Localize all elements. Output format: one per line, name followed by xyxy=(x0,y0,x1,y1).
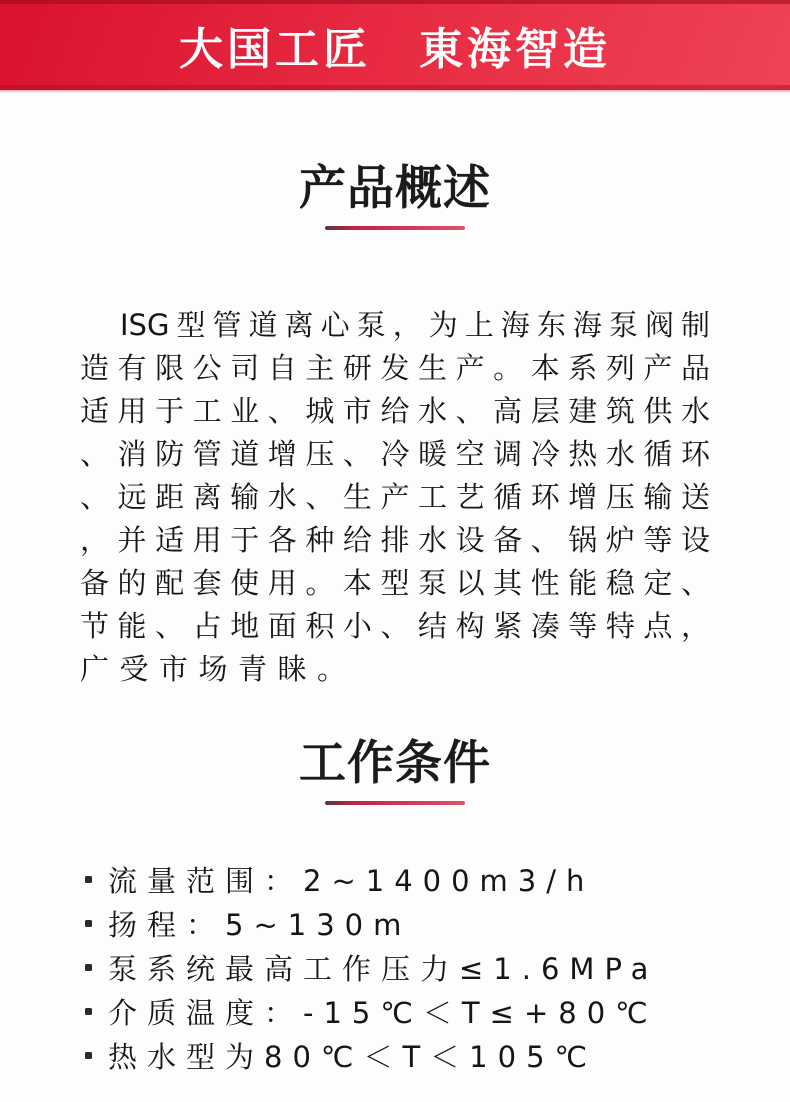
overview-line: 节能、占地面积小、结构紧凑等特点， xyxy=(80,609,710,643)
condition-text: 介质温度：-15℃＜T≤+80℃ xyxy=(108,995,658,1030)
overview-line: ，并适用于各种给排水设备、锅炉等设 xyxy=(80,523,710,557)
section-working-conditions xyxy=(0,691,790,1077)
bullet-dot xyxy=(85,1008,92,1015)
conditions-list xyxy=(85,857,790,1077)
section-overview xyxy=(0,93,790,691)
overview-line: 广受市场青睐。 xyxy=(80,652,357,686)
overview-line: 、消防管道增压、冷暖空调冷热水循环 xyxy=(80,437,710,471)
condition-item xyxy=(85,945,790,989)
overview-title-underline xyxy=(325,226,465,230)
condition-item xyxy=(85,989,790,1033)
product-detail-page xyxy=(0,93,790,1077)
condition-item xyxy=(85,901,790,945)
banner xyxy=(0,0,790,90)
bullet-dot xyxy=(85,964,92,971)
conditions-title-underline xyxy=(325,801,465,805)
condition-text: 流量范围：2~1400m3/h xyxy=(108,863,595,898)
condition-text: 扬程：5~130m xyxy=(108,907,412,942)
overview-section-title: 产品概述 xyxy=(299,161,491,216)
banner-title: 大国工匠 東海智造 xyxy=(179,24,611,75)
overview-line: 备的配套使用。本型泵以其性能稳定、 xyxy=(80,566,710,600)
overview-paragraph xyxy=(80,304,710,691)
conditions-section-title: 工作条件 xyxy=(299,736,491,791)
condition-text: 热水型为80℃＜T＜105℃ xyxy=(108,1039,598,1074)
bullet-dot xyxy=(85,920,92,927)
bullet-dot xyxy=(85,1052,92,1059)
overview-line: ISG型管道离心泵，为上海东海泵阀制 xyxy=(120,308,710,342)
overview-line: 适用于工业、城市给水、高层建筑供水 xyxy=(80,394,710,428)
overview-line: 、远距离输水、生产工艺循环增压输送 xyxy=(80,480,710,514)
condition-item xyxy=(85,1033,790,1077)
overview-line: 造有限公司自主研发生产。本系列产品 xyxy=(80,351,710,385)
condition-item xyxy=(85,857,790,901)
condition-text: 泵系统最高工作压力≤1.6MPa xyxy=(108,951,659,986)
bullet-dot xyxy=(85,876,92,883)
